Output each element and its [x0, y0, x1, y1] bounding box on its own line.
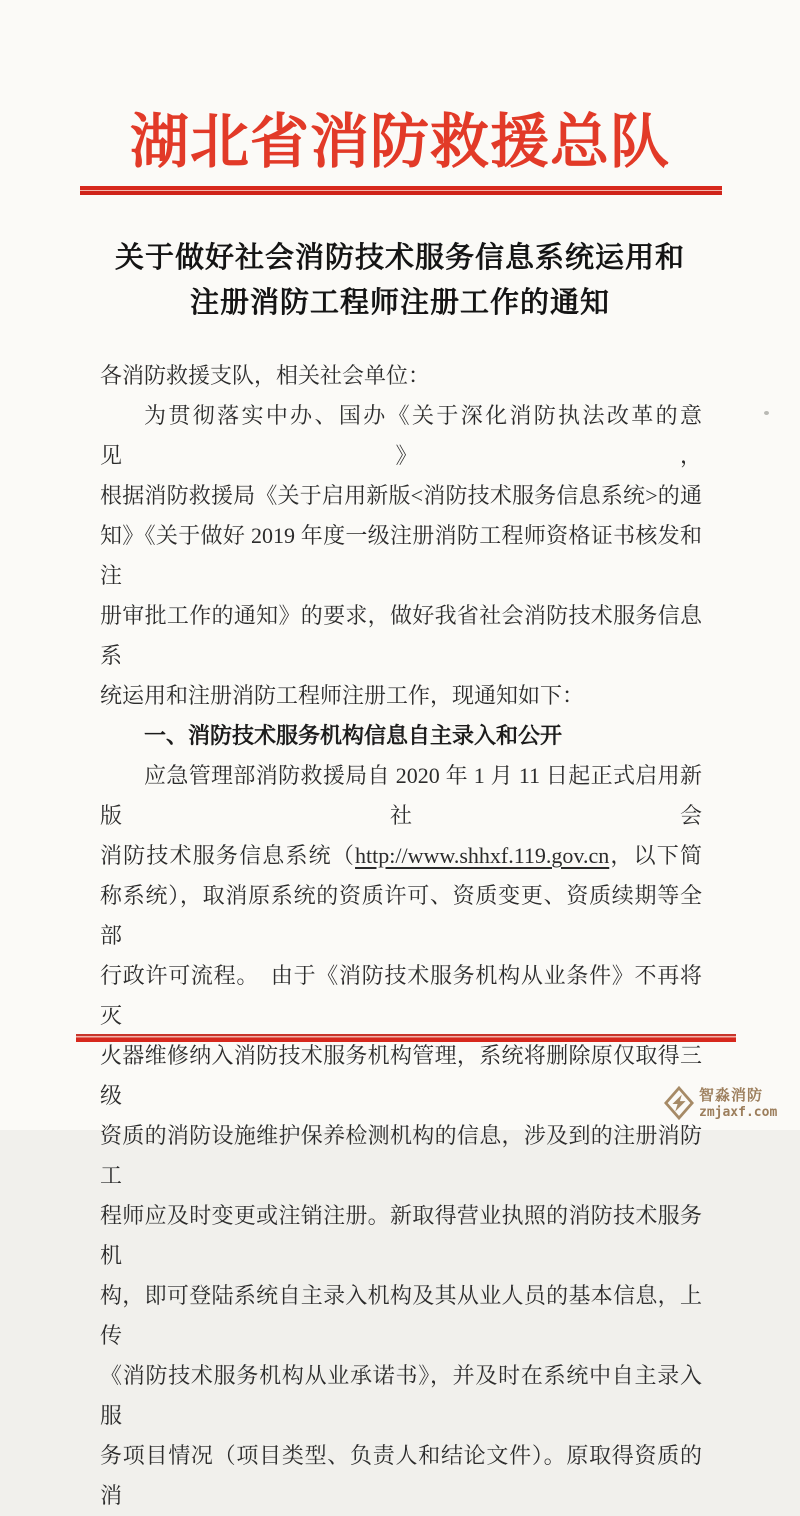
- url-line-post: ，以下简: [609, 843, 702, 868]
- letterhead-rule: [80, 186, 722, 195]
- letterhead-title: 湖北省消防救援总队: [129, 109, 670, 175]
- scan-speck: [764, 411, 769, 415]
- document-title: [0, 236, 800, 326]
- body-line: 行政许可流程。 由于《消防技术服务机构从业条件》不再将灭: [100, 963, 702, 1028]
- body-line: 资质的消防设施维护保养检测机构的信息，涉及到的注册消防工: [100, 1123, 702, 1188]
- body-line: 《消防技术服务机构从业承诺书》，并及时在系统中自主录入服: [100, 1363, 702, 1428]
- body-line-url: [100, 836, 702, 876]
- body-line: 根据消防救援局《关于启用新版<消防技术服务信息系统>的通: [100, 483, 702, 508]
- body-line: 火器维修纳入消防技术服务机构管理，系统将删除原仅取得三级: [100, 1043, 702, 1108]
- document-body: [100, 356, 702, 1516]
- system-url-text: http://www.shhxf.119.gov.cn: [355, 843, 610, 868]
- body-line: 构，即可登陆系统自主录入机构及其从业人员的基本信息，上传: [100, 1283, 702, 1348]
- logo-site-url: zmjaxf.com: [699, 1104, 778, 1120]
- body-line: 程师应及时变更或注销注册。新取得营业执照的消防技术服务机: [100, 1203, 702, 1268]
- body-line: 应急管理部消防救援局自 2020 年 1 月 11 日起正式启用新版社会: [100, 763, 702, 828]
- body-line-salutation: 各消防救援支队，相关社会单位：: [100, 363, 431, 388]
- body-line: 称系统），取消原系统的资质许可、资质变更、资质续期等全部: [100, 883, 702, 948]
- document-title-line2: 注册消防工程师注册工作的通知: [189, 287, 610, 319]
- zhimiao-watermark: [664, 1086, 777, 1120]
- body-line: 知》《关于做好 2019 年度一级注册消防工程师资格证书核发和注: [100, 523, 702, 588]
- body-line: 为贯彻落实中办、国办《关于深化消防执法改革的意见》，: [100, 403, 702, 468]
- body-line: 统运用和注册消防工程师注册工作，现通知如下：: [100, 683, 585, 708]
- body-line: 务项目情况（项目类型、负责人和结论文件）。原取得资质的消: [100, 1443, 702, 1508]
- body-line: 册审批工作的通知》的要求，做好我省社会消防技术服务信息系: [100, 603, 702, 668]
- page-bottom-rule: [76, 1034, 736, 1042]
- logo-brand-name: 智淼消防: [699, 1086, 764, 1104]
- document-title-line1: 关于做好社会消防技术服务信息系统运用和: [114, 242, 685, 274]
- url-line-pre: 消防技术服务信息系统（: [100, 843, 356, 868]
- section-heading: 一、消防技术服务机构信息自主录入和公开: [144, 723, 563, 748]
- zhimiao-logo-text: [699, 1088, 777, 1119]
- zhimiao-logo-icon: [664, 1086, 694, 1120]
